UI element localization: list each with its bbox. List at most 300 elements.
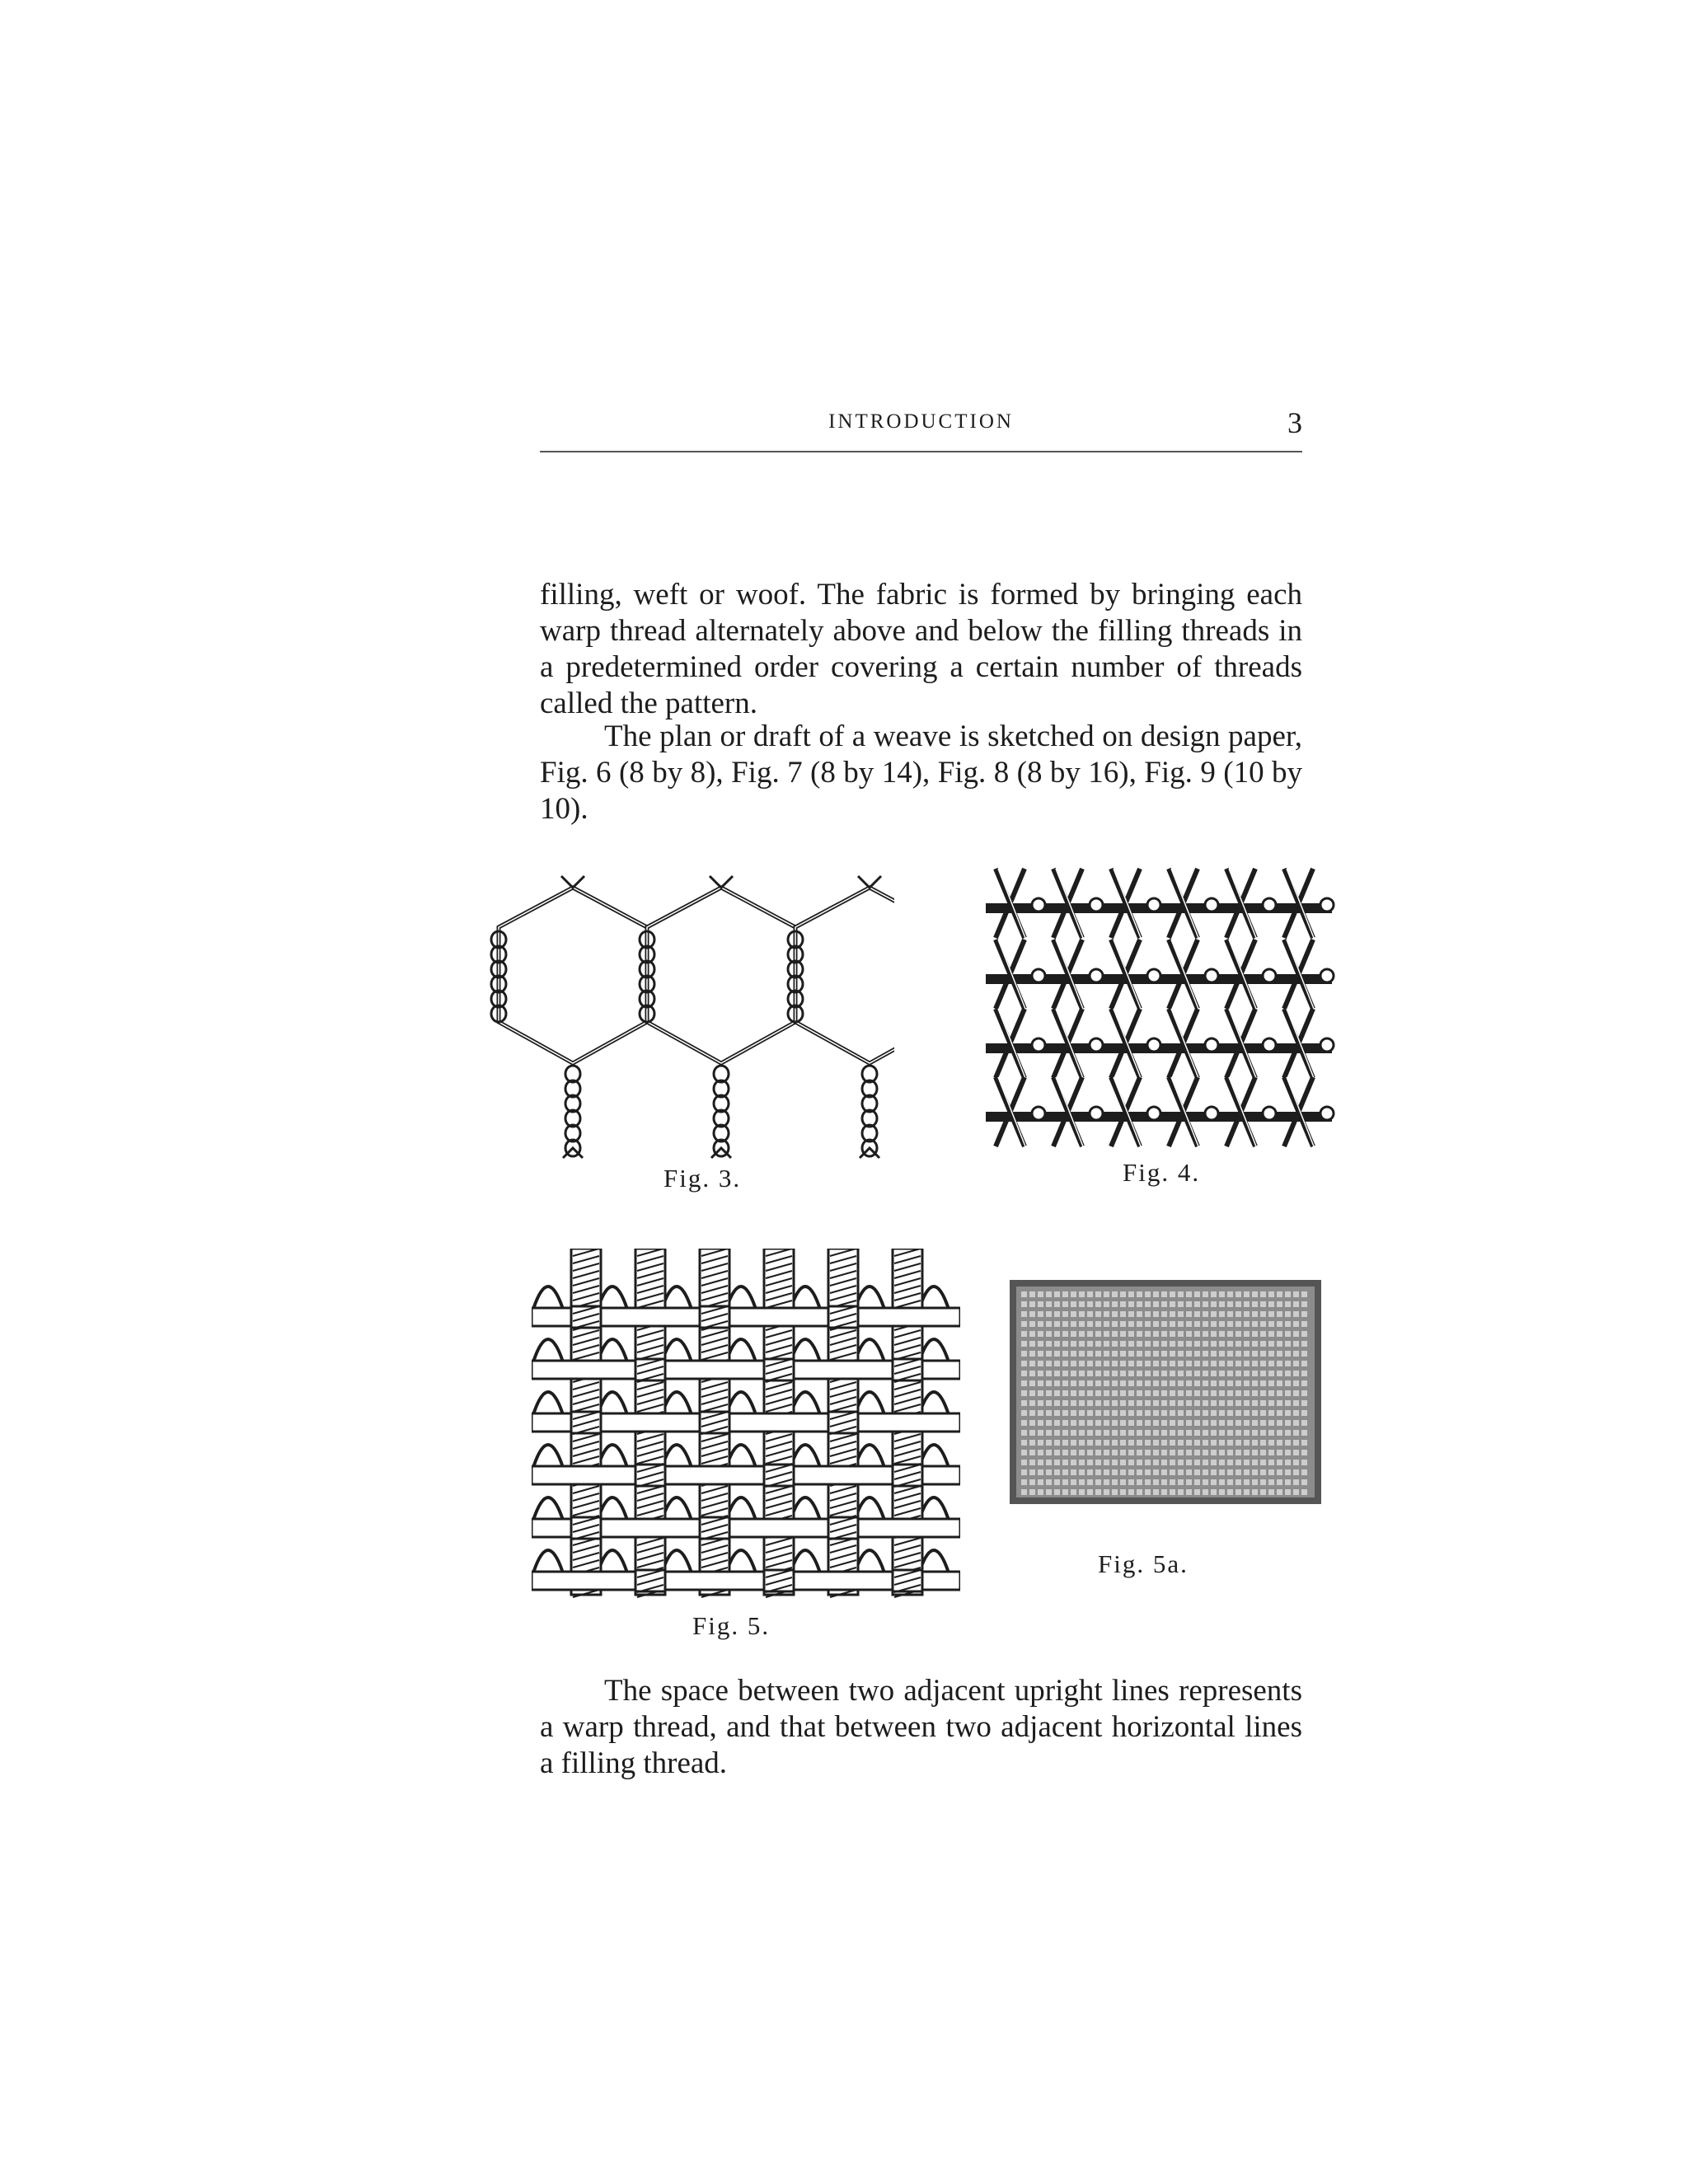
fabric-dot bbox=[1095, 1450, 1101, 1455]
fabric-dot bbox=[1227, 1420, 1233, 1426]
fabric-dot bbox=[1227, 1301, 1233, 1307]
fabric-dot bbox=[1236, 1331, 1241, 1337]
fabric-dot bbox=[1277, 1380, 1282, 1386]
fabric-dot bbox=[1301, 1460, 1307, 1465]
fabric-dot bbox=[1293, 1341, 1299, 1347]
fabric-dot bbox=[1285, 1489, 1291, 1495]
fabric-dot bbox=[1054, 1291, 1060, 1297]
fabric-dot bbox=[1203, 1440, 1208, 1446]
fabric-dot bbox=[1038, 1400, 1043, 1406]
fabric-dot bbox=[1038, 1331, 1043, 1337]
fabric-dot bbox=[1194, 1331, 1200, 1337]
fabric-dot bbox=[1128, 1371, 1134, 1376]
fabric-dot bbox=[1054, 1410, 1060, 1416]
fabric-dot bbox=[1236, 1460, 1241, 1465]
fabric-dot bbox=[1285, 1479, 1291, 1485]
fabric-dot bbox=[1252, 1430, 1258, 1436]
fabric-dot bbox=[1128, 1380, 1134, 1386]
fabric-dot bbox=[1145, 1341, 1151, 1347]
fabric-dot bbox=[1194, 1380, 1200, 1386]
fabric-dot bbox=[1021, 1301, 1027, 1307]
fabric-dot bbox=[1087, 1291, 1093, 1297]
fabric-dot bbox=[1194, 1479, 1200, 1485]
hexagonal-netting-illustration bbox=[474, 869, 894, 1162]
fabric-dot bbox=[1260, 1390, 1266, 1396]
fabric-dot bbox=[1285, 1400, 1291, 1406]
fabric-dot bbox=[1079, 1400, 1085, 1406]
fabric-dot bbox=[1186, 1311, 1192, 1317]
fabric-dot bbox=[1128, 1390, 1134, 1396]
fabric-dot bbox=[1260, 1430, 1266, 1436]
fabric-dot bbox=[1145, 1361, 1151, 1366]
fabric-dot bbox=[1021, 1321, 1027, 1327]
fabric-dot bbox=[1112, 1371, 1118, 1376]
fabric-dot bbox=[1268, 1351, 1274, 1357]
fabric-dot bbox=[1170, 1361, 1175, 1366]
fabric-dot bbox=[1277, 1410, 1282, 1416]
fabric-dot bbox=[1219, 1420, 1225, 1426]
fabric-dot bbox=[1137, 1460, 1142, 1465]
fabric-dot bbox=[1161, 1380, 1167, 1386]
fabric-dot bbox=[1095, 1469, 1101, 1475]
fabric-dot bbox=[1203, 1351, 1208, 1357]
fabric-dot bbox=[1178, 1321, 1184, 1327]
fabric-dot bbox=[1137, 1291, 1142, 1297]
fabric-dot bbox=[1236, 1380, 1241, 1386]
fabric-dot bbox=[1029, 1479, 1035, 1485]
fabric-dot bbox=[1293, 1390, 1299, 1396]
fabric-dot bbox=[1178, 1361, 1184, 1366]
fabric-dot bbox=[1170, 1450, 1175, 1455]
fabric-dot bbox=[1186, 1489, 1192, 1495]
fabric-dot bbox=[1021, 1460, 1027, 1465]
fabric-dot bbox=[1161, 1440, 1167, 1446]
fabric-dot bbox=[1211, 1469, 1217, 1475]
fabric-dot bbox=[1079, 1420, 1085, 1426]
fabric-dot bbox=[1219, 1469, 1225, 1475]
fabric-dot bbox=[1145, 1469, 1151, 1475]
fabric-dot bbox=[1244, 1331, 1250, 1337]
fabric-dot bbox=[1194, 1430, 1200, 1436]
fabric-dot bbox=[1161, 1341, 1167, 1347]
fabric-dot bbox=[1071, 1400, 1076, 1406]
fabric-dot bbox=[1079, 1361, 1085, 1366]
fabric-dot bbox=[1021, 1400, 1027, 1406]
fabric-dot bbox=[1071, 1390, 1076, 1396]
fabric-dot bbox=[1244, 1420, 1250, 1426]
fabric-dot bbox=[1285, 1420, 1291, 1426]
fabric-dot bbox=[1062, 1420, 1068, 1426]
fabric-dot bbox=[1285, 1321, 1291, 1327]
fabric-dot bbox=[1178, 1450, 1184, 1455]
fabric-dot bbox=[1112, 1400, 1118, 1406]
fabric-dot bbox=[1161, 1351, 1167, 1357]
fabric-dot bbox=[1203, 1291, 1208, 1297]
fabric-dot bbox=[1236, 1341, 1241, 1347]
fabric-dot bbox=[1104, 1400, 1109, 1406]
fabric-dot bbox=[1252, 1331, 1258, 1337]
fabric-dot bbox=[1038, 1291, 1043, 1297]
fabric-dot bbox=[1029, 1301, 1035, 1307]
fabric-dot bbox=[1021, 1390, 1027, 1396]
fabric-dot bbox=[1062, 1341, 1068, 1347]
fabric-dot bbox=[1112, 1361, 1118, 1366]
fabric-dot bbox=[1153, 1321, 1159, 1327]
fabric-dot bbox=[1054, 1311, 1060, 1317]
fabric-dot bbox=[1046, 1351, 1052, 1357]
figure-5-caption: Fig. 5. bbox=[692, 1611, 771, 1640]
fabric-dot bbox=[1277, 1469, 1282, 1475]
fabric-dot bbox=[1277, 1460, 1282, 1465]
fabric-dot bbox=[1087, 1390, 1093, 1396]
fabric-dot bbox=[1219, 1410, 1225, 1416]
fabric-dot bbox=[1186, 1469, 1192, 1475]
fabric-dot bbox=[1285, 1301, 1291, 1307]
fabric-dot bbox=[1062, 1351, 1068, 1357]
fabric-dot bbox=[1128, 1479, 1134, 1485]
fabric-dot bbox=[1178, 1341, 1184, 1347]
fabric-dot bbox=[1104, 1469, 1109, 1475]
fabric-dot bbox=[1046, 1450, 1052, 1455]
fabric-dot bbox=[1120, 1371, 1126, 1376]
fabric-dot bbox=[1038, 1420, 1043, 1426]
fabric-dot bbox=[1268, 1361, 1274, 1366]
fabric-dot bbox=[1252, 1469, 1258, 1475]
fabric-dot bbox=[1128, 1301, 1134, 1307]
fabric-dot bbox=[1170, 1400, 1175, 1406]
fabric-dot bbox=[1211, 1321, 1217, 1327]
fabric-dot bbox=[1046, 1420, 1052, 1426]
fabric-dot bbox=[1038, 1430, 1043, 1436]
fabric-dot bbox=[1194, 1291, 1200, 1297]
fabric-dot bbox=[1046, 1311, 1052, 1317]
fabric-dot bbox=[1128, 1410, 1134, 1416]
fabric-dot bbox=[1277, 1291, 1282, 1297]
fabric-dot bbox=[1112, 1351, 1118, 1357]
fabric-dot bbox=[1046, 1440, 1052, 1446]
fabric-dot bbox=[1137, 1400, 1142, 1406]
fabric-dot bbox=[1277, 1301, 1282, 1307]
fabric-dot bbox=[1161, 1400, 1167, 1406]
fabric-dot bbox=[1029, 1380, 1035, 1386]
fabric-dot bbox=[1120, 1479, 1126, 1485]
fabric-dot bbox=[1227, 1489, 1233, 1495]
fabric-dot bbox=[1260, 1291, 1266, 1297]
fabric-dot bbox=[1219, 1341, 1225, 1347]
fabric-dot bbox=[1178, 1430, 1184, 1436]
fabric-dot bbox=[1211, 1430, 1217, 1436]
fabric-dot bbox=[1203, 1430, 1208, 1436]
fabric-dot bbox=[1252, 1311, 1258, 1317]
fabric-dot bbox=[1104, 1420, 1109, 1426]
fabric-dot bbox=[1178, 1371, 1184, 1376]
fabric-dot bbox=[1236, 1390, 1241, 1396]
hex-cell-outer bbox=[795, 888, 894, 1063]
fabric-dot bbox=[1120, 1400, 1126, 1406]
fabric-dot bbox=[1095, 1351, 1101, 1357]
fabric-dot bbox=[1079, 1301, 1085, 1307]
fabric-dot bbox=[1170, 1420, 1175, 1426]
fabric-dot bbox=[1153, 1460, 1159, 1465]
fabric-dot bbox=[1170, 1440, 1175, 1446]
fabric-dot bbox=[1120, 1341, 1126, 1347]
fabric-dot bbox=[1137, 1469, 1142, 1475]
fabric-dot bbox=[1236, 1489, 1241, 1495]
fabric-dot bbox=[1178, 1390, 1184, 1396]
fabric-dot bbox=[1104, 1440, 1109, 1446]
fabric-dot bbox=[1203, 1479, 1208, 1485]
fabric-dot bbox=[1194, 1301, 1200, 1307]
fabric-dot bbox=[1062, 1400, 1068, 1406]
fabric-dot bbox=[1029, 1410, 1035, 1416]
fabric-dot bbox=[1038, 1440, 1043, 1446]
fabric-dot bbox=[1137, 1341, 1142, 1347]
fabric-dot bbox=[1211, 1371, 1217, 1376]
fabric-dot bbox=[1128, 1460, 1134, 1465]
fabric-dot bbox=[1062, 1331, 1068, 1337]
fabric-dot bbox=[1170, 1321, 1175, 1327]
fabric-dot bbox=[1071, 1440, 1076, 1446]
fabric-dot bbox=[1244, 1390, 1250, 1396]
fabric-dot bbox=[1153, 1450, 1159, 1455]
fabric-dot bbox=[1128, 1331, 1134, 1337]
fabric-dot bbox=[1153, 1331, 1159, 1337]
fabric-dot bbox=[1112, 1460, 1118, 1465]
fabric-dot bbox=[1145, 1351, 1151, 1357]
fabric-dot bbox=[1104, 1390, 1109, 1396]
fabric-dot bbox=[1227, 1321, 1233, 1327]
fabric-dot bbox=[1087, 1489, 1093, 1495]
twist-loop bbox=[1320, 969, 1334, 982]
fabric-dot bbox=[1244, 1351, 1250, 1357]
fabric-dot bbox=[1104, 1410, 1109, 1416]
fabric-dot bbox=[1227, 1380, 1233, 1386]
fabric-dot bbox=[1145, 1331, 1151, 1337]
fabric-dot bbox=[1161, 1460, 1167, 1465]
fabric-dot bbox=[1120, 1469, 1126, 1475]
fabric-dot bbox=[1203, 1460, 1208, 1465]
fabric-dot bbox=[1087, 1440, 1093, 1446]
fabric-dot bbox=[1260, 1460, 1266, 1465]
fabric-dot bbox=[1079, 1489, 1085, 1495]
fabric-dot bbox=[1062, 1390, 1068, 1396]
fabric-dot bbox=[1301, 1450, 1307, 1455]
fabric-dot bbox=[1046, 1390, 1052, 1396]
fabric-dot bbox=[1178, 1469, 1184, 1475]
fabric-dot bbox=[1021, 1331, 1027, 1337]
fabric-dot bbox=[1104, 1331, 1109, 1337]
fabric-dot bbox=[1301, 1479, 1307, 1485]
fabric-dot bbox=[1071, 1469, 1076, 1475]
fabric-dot bbox=[1095, 1489, 1101, 1495]
twist-loop bbox=[1205, 1107, 1218, 1120]
fabric-dot bbox=[1293, 1371, 1299, 1376]
fabric-dot bbox=[1029, 1400, 1035, 1406]
fabric-dot bbox=[1244, 1321, 1250, 1327]
fabric-dot bbox=[1038, 1361, 1043, 1366]
fabric-dot bbox=[1194, 1311, 1200, 1317]
fabric-dot bbox=[1277, 1430, 1282, 1436]
fabric-dot bbox=[1293, 1321, 1299, 1327]
fabric-dot bbox=[1087, 1460, 1093, 1465]
fabric-dot bbox=[1120, 1489, 1126, 1495]
fabric-dot bbox=[1062, 1440, 1068, 1446]
fabric-dot bbox=[1236, 1371, 1241, 1376]
fabric-dot bbox=[1095, 1410, 1101, 1416]
fabric-dot bbox=[1153, 1341, 1159, 1347]
fabric-dot bbox=[1186, 1331, 1192, 1337]
fabric-dot bbox=[1079, 1479, 1085, 1485]
fabric-dot bbox=[1211, 1390, 1217, 1396]
fabric-dot bbox=[1120, 1440, 1126, 1446]
fabric-dot bbox=[1268, 1440, 1274, 1446]
fabric-dot bbox=[1038, 1450, 1043, 1455]
twist-loop bbox=[1032, 969, 1045, 982]
fabric-dot bbox=[1244, 1450, 1250, 1455]
fabric-dot bbox=[1046, 1301, 1052, 1307]
fabric-dot bbox=[1277, 1420, 1282, 1426]
fabric-dot bbox=[1038, 1380, 1043, 1386]
fabric-dot bbox=[1285, 1450, 1291, 1455]
fabric-dot bbox=[1112, 1479, 1118, 1485]
fabric-dot bbox=[1211, 1450, 1217, 1455]
fabric-dot bbox=[1128, 1469, 1134, 1475]
fabric-dot bbox=[1293, 1400, 1299, 1406]
fabric-dot bbox=[1145, 1311, 1151, 1317]
fabric-dot bbox=[1054, 1430, 1060, 1436]
fabric-dot bbox=[1046, 1410, 1052, 1416]
fabric-dot bbox=[1236, 1420, 1241, 1426]
fabric-dot bbox=[1137, 1311, 1142, 1317]
fabric-dot bbox=[1137, 1321, 1142, 1327]
fabric-dot bbox=[1120, 1351, 1126, 1357]
fabric-dot bbox=[1161, 1361, 1167, 1366]
fabric-dot bbox=[1170, 1479, 1175, 1485]
fabric-dot bbox=[1252, 1321, 1258, 1327]
wire-end bbox=[710, 876, 733, 888]
twist-loop bbox=[1032, 1038, 1045, 1052]
figure-5a-caption: Fig. 5a. bbox=[1098, 1549, 1189, 1578]
fabric-dot bbox=[1062, 1469, 1068, 1475]
fabric-dot bbox=[1203, 1371, 1208, 1376]
fabric-dot bbox=[1260, 1400, 1266, 1406]
fabric-dot bbox=[1301, 1390, 1307, 1396]
fabric-dot bbox=[1137, 1371, 1142, 1376]
fabric-dot bbox=[1112, 1390, 1118, 1396]
fabric-dot bbox=[1260, 1341, 1266, 1347]
fabric-dot bbox=[1252, 1479, 1258, 1485]
fabric-dot bbox=[1285, 1361, 1291, 1366]
fabric-dot bbox=[1104, 1430, 1109, 1436]
fabric-dot bbox=[1112, 1489, 1118, 1495]
fabric-dot bbox=[1236, 1440, 1241, 1446]
fabric-dot bbox=[1211, 1380, 1217, 1386]
fabric-dot bbox=[1252, 1371, 1258, 1376]
fabric-dot bbox=[1021, 1291, 1027, 1297]
fabric-dot bbox=[1021, 1489, 1027, 1495]
fabric-dot bbox=[1260, 1361, 1266, 1366]
fabric-dot bbox=[1301, 1420, 1307, 1426]
fabric-dot bbox=[1178, 1440, 1184, 1446]
fabric-dot bbox=[1087, 1420, 1093, 1426]
fabric-dot bbox=[1046, 1430, 1052, 1436]
fabric-dot bbox=[1029, 1371, 1035, 1376]
fabric-dot bbox=[1268, 1380, 1274, 1386]
fabric-dot bbox=[1120, 1450, 1126, 1455]
hex-cell-outer bbox=[647, 888, 795, 1063]
fabric-dot bbox=[1170, 1390, 1175, 1396]
fabric-dot bbox=[1194, 1341, 1200, 1347]
fabric-dot bbox=[1211, 1331, 1217, 1337]
fabric-dot bbox=[1293, 1291, 1299, 1297]
fabric-dot bbox=[1087, 1450, 1093, 1455]
wire-end bbox=[561, 876, 584, 888]
fabric-dot bbox=[1054, 1420, 1060, 1426]
twist-loop bbox=[1090, 1107, 1103, 1120]
fabric-dot bbox=[1211, 1351, 1217, 1357]
fabric-dot bbox=[1186, 1390, 1192, 1396]
header-rule bbox=[540, 451, 1302, 452]
twist-loop bbox=[1263, 1107, 1276, 1120]
fabric-dot bbox=[1285, 1410, 1291, 1416]
fabric-dot bbox=[1054, 1361, 1060, 1366]
fabric-dot bbox=[1219, 1400, 1225, 1406]
fabric-dot bbox=[1161, 1301, 1167, 1307]
fabric-dot bbox=[1054, 1331, 1060, 1337]
fabric-dot bbox=[1293, 1331, 1299, 1337]
fabric-dot bbox=[1153, 1301, 1159, 1307]
fabric-dot bbox=[1054, 1390, 1060, 1396]
fabric-dot bbox=[1153, 1380, 1159, 1386]
fabric-dot bbox=[1112, 1380, 1118, 1386]
fabric-dot bbox=[1211, 1361, 1217, 1366]
fabric-dot bbox=[1203, 1469, 1208, 1475]
fabric-dot bbox=[1244, 1301, 1250, 1307]
fabric-dot bbox=[1211, 1311, 1217, 1317]
fabric-dot bbox=[1145, 1400, 1151, 1406]
fabric-dot bbox=[1178, 1420, 1184, 1426]
fabric-dot bbox=[1038, 1460, 1043, 1465]
fabric-dot bbox=[1145, 1410, 1151, 1416]
fabric-dot bbox=[1120, 1380, 1126, 1386]
fabric-dot bbox=[1268, 1371, 1274, 1376]
fabric-dot bbox=[1029, 1341, 1035, 1347]
fabric-dot bbox=[1153, 1469, 1159, 1475]
fabric-dot bbox=[1219, 1371, 1225, 1376]
figure-3-hexagonal-netting bbox=[474, 869, 894, 1162]
fabric-dot bbox=[1161, 1311, 1167, 1317]
fabric-dot bbox=[1268, 1301, 1274, 1307]
fabric-dot bbox=[1260, 1440, 1266, 1446]
fabric-dot bbox=[1236, 1400, 1241, 1406]
fabric-dot bbox=[1203, 1341, 1208, 1347]
fabric-dot bbox=[1301, 1301, 1307, 1307]
fabric-dot bbox=[1236, 1291, 1241, 1297]
fabric-dot bbox=[1277, 1321, 1282, 1327]
fabric-dot bbox=[1137, 1351, 1142, 1357]
fabric-dot bbox=[1178, 1380, 1184, 1386]
fabric-dot bbox=[1128, 1291, 1134, 1297]
fabric-dot bbox=[1062, 1321, 1068, 1327]
twist-loop bbox=[1032, 898, 1045, 912]
fabric-dot bbox=[1137, 1450, 1142, 1455]
fabric-dot bbox=[1071, 1301, 1076, 1307]
fabric-dot bbox=[1260, 1331, 1266, 1337]
fabric-dot bbox=[1079, 1390, 1085, 1396]
fabric-dot bbox=[1095, 1479, 1101, 1485]
fabric-dot bbox=[1145, 1430, 1151, 1436]
fabric-dot bbox=[1104, 1321, 1109, 1327]
